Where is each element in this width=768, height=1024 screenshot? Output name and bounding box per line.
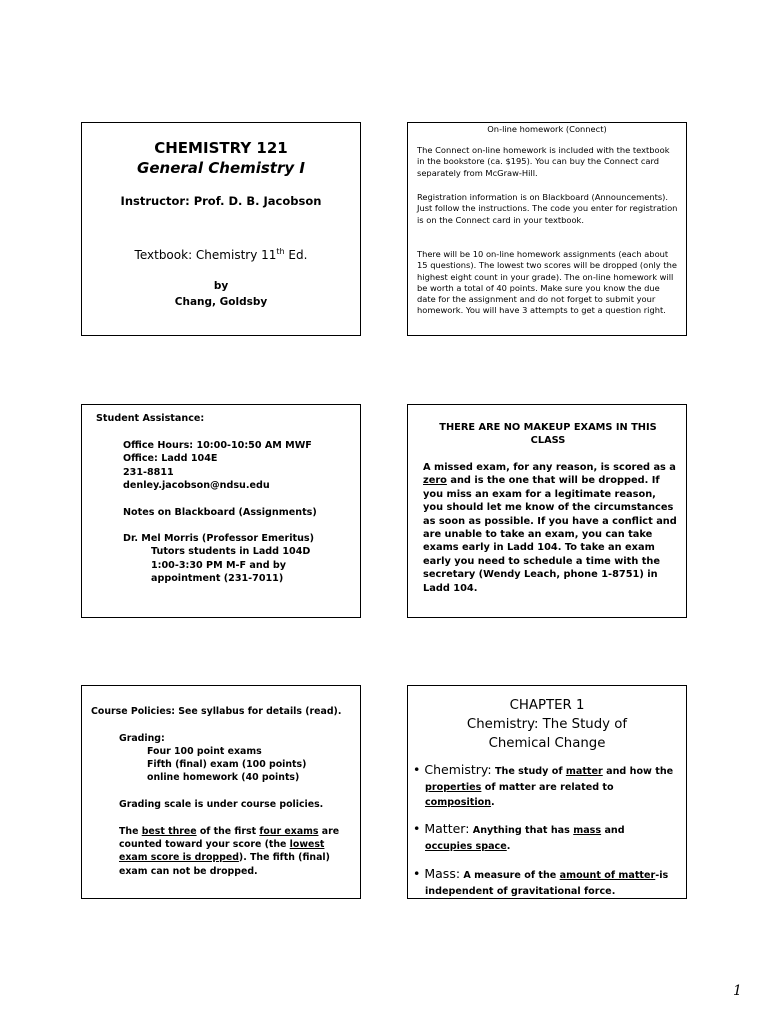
tutor-name: Dr. Mel Morris (Professor Emeritus)	[123, 533, 315, 544]
slide-course-title	[81, 122, 361, 336]
course-subtitle: General Chemistry I	[137, 159, 305, 177]
notes-line: Notes on Blackboard (Assignments)	[123, 507, 317, 518]
tutor-appointment: appointment (231-7011)	[151, 572, 284, 584]
by-line: by	[213, 280, 229, 292]
tutor-hours: 1:00-3:30 PM M-F and by	[151, 559, 287, 571]
office-info	[123, 439, 358, 492]
grading-item: Fifth (final) exam (100 points)	[147, 759, 307, 771]
course-title: CHEMISTRY 121	[154, 139, 288, 157]
authors-line: Chang, Goldsby	[174, 296, 268, 308]
office-phone: 231-8811	[123, 466, 174, 478]
chapter-label: CHAPTER 1	[509, 698, 585, 713]
instructor-line: Instructor: Prof. D. B. Jacobson	[120, 194, 322, 208]
makeup-policy-paragraph: A missed exam, for any reason, is scored as a zero and is the one that will be dropped. If you miss an exam for a legitimate reason, you should let me know of the circumstances as soon as possible. If you have a conflict and are unable to take an exam, you can take exams early in Ladd 104. To take an exam early you need to schedule a time with the secretary (Wendy Leach, phone 1-8751) in Ladd 104.	[423, 462, 677, 594]
grading-item: Four 100 point exams	[147, 746, 262, 757]
slide-heading: On-line homework (Connect)	[487, 124, 607, 134]
slide-online-homework	[407, 122, 687, 336]
instructor-email: denley.jacobson@ndsu.edu	[123, 479, 270, 491]
paragraph-registration: Registration information is on Blackboard (Announcements). Just follow the instructions. The code you enter for registration is on the Connect card in your textbook.	[417, 192, 678, 225]
grading-list	[147, 745, 357, 785]
slide-makeup-exams	[407, 404, 687, 618]
grading-item: online homework (40 points)	[147, 772, 300, 784]
textbook-line: Textbook: Chemistry 11th Ed.	[134, 247, 308, 262]
exam-policy-paragraph: The best three of the first four exams are counted toward your score (the lowest exam score is dropped). The fifth (final) exam can not be dropped.	[119, 826, 340, 877]
tutor-detail: Tutors students in Ladd 104D	[151, 546, 311, 558]
paragraph-connect: The Connect on-line homework is included with the textbook in the bookstore (ca. $195). You can buy the Connect card separately from McGraw-Hill.	[417, 145, 670, 178]
slide-course-policies	[81, 685, 361, 899]
slide-heading: THERE ARE NO MAKEUP EXAMS IN THIS CLASS	[439, 422, 657, 447]
office-hours: Office Hours: 10:00-10:50 AM MWF	[123, 440, 312, 451]
paragraph-assignments: There will be 10 on-line homework assignments (each about 15 questions). The lowest two scores will be dropped (only the highest eight count in your grade). The on-line homework will be worth a total of 40 points. Make sure you know the due date for the assignment and do not forget to submit your homework. You will have 3 attempts to get a question right.	[417, 249, 677, 316]
slide-heading: Student Assistance:	[96, 413, 205, 424]
bullet-chemistry: • Chemistry: The study of matter and how the properties of matter are related to composition.	[413, 762, 674, 808]
slide-student-assistance	[81, 404, 361, 618]
page-number: 1	[733, 983, 742, 999]
tutor-info	[123, 532, 358, 585]
grading-heading: Grading:	[119, 733, 165, 744]
bullet-mass: • Mass: A measure of the amount of matter-is independent of gravitational force.	[413, 866, 669, 897]
office-location: Office: Ladd 104E	[123, 453, 218, 465]
chapter-title-line-2: Chemical Change	[488, 736, 606, 751]
bullet-matter: • Matter: Anything that has mass and occupies space.	[413, 821, 625, 852]
grading-scale-line: Grading scale is under course policies.	[119, 799, 324, 810]
chapter-title-line-1: Chemistry: The Study of	[466, 717, 628, 732]
policies-line: Course Policies: See syllabus for details (read).	[91, 706, 342, 717]
slide-chapter-1	[407, 685, 687, 899]
